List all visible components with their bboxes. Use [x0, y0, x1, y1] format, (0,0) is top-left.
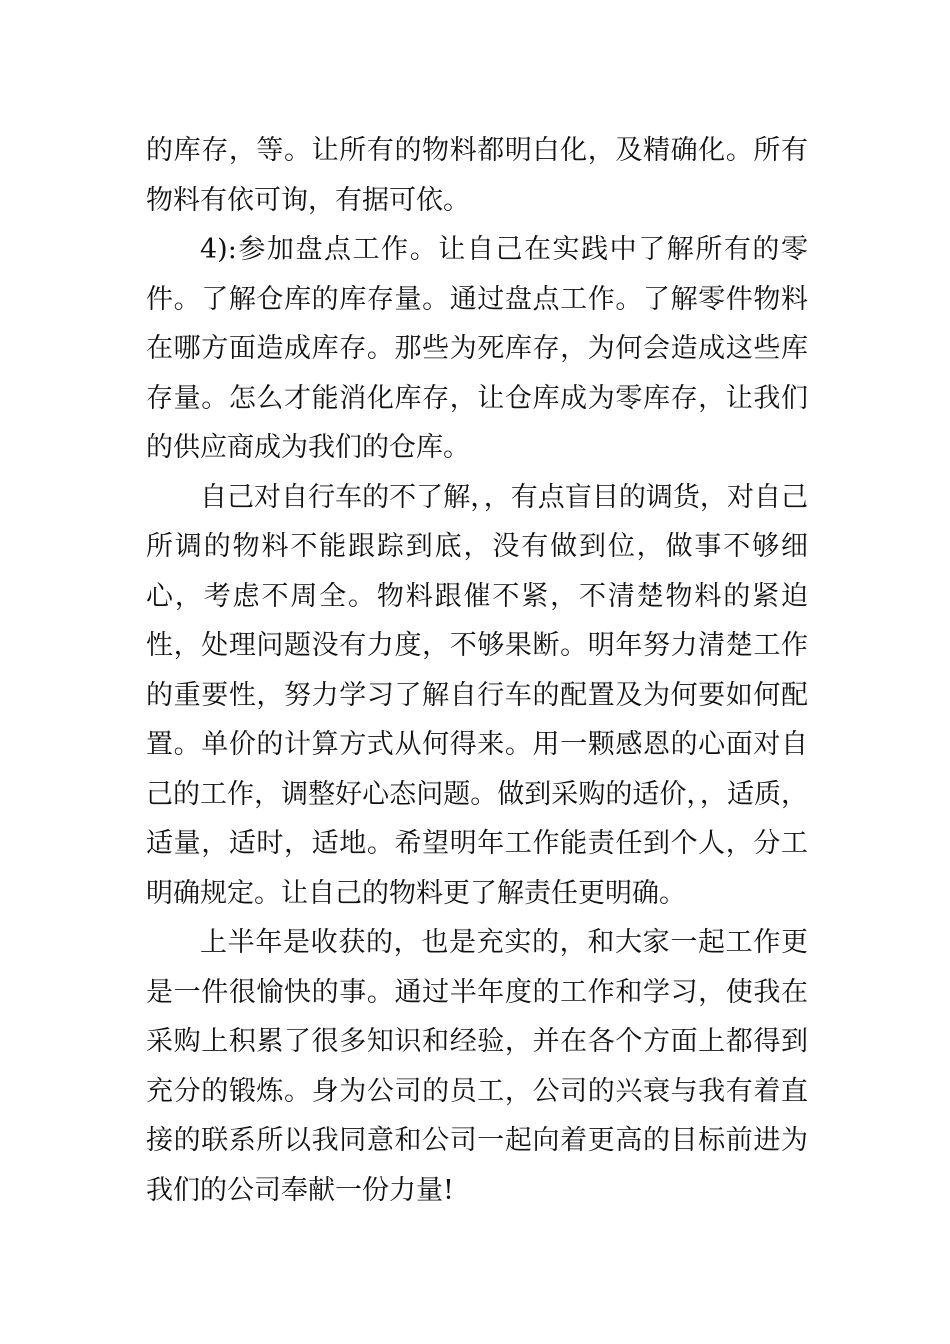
document-body	[146, 126, 808, 1215]
paragraph-conclusion: 上半年是收获的，也是充实的，和大家一起工作更是一件很愉快的事。通过半年度的工作和学习，使我在采购上积累了很多知识和经验，并在各个方面上都得到充分的锻炼。身为公司的员工，公司的兴衰与我有着直接的联系所以我同意和公司一起向着更高的目标前进为我们的公司奉献一份力量!	[146, 927, 808, 1206]
paragraph-continuation: 的库存，等。让所有的物料都明白化，及精确化。所有物料有依可询，有据可依。	[146, 135, 808, 216]
paragraph-self-assessment: 自己对自行车的不了解，，有点盲目的调货，对自己所调的物料不能跟踪到底，没有做到位，做事不够细心，考虑不周全。物料跟催不紧，不清楚物料的紧迫性，处理问题没有力度，不够果断。明年努力清楚工作的重要性，努力学习了解自行车的配置及为何要如何配置。单价的计算方式从何得来。用一颗感恩的心面对自己的工作，调整好心态问题。做到采购的适价，，适质，适量，适时，适地。希望明年工作能责任到个人，分工明确规定。让自己的物料更了解责任更明确。	[146, 481, 808, 909]
paragraph-inventory-count: 4):参加盘点工作。让自己在实践中了解所有的零件。了解仓库的库存量。通过盘点工作。了解零件物料在哪方面造成库存。那些为死库存，为何会造成这些库存量。怎么才能消化库存，让仓库成为零库存，让我们的供应商成为我们的仓库。	[146, 234, 808, 463]
